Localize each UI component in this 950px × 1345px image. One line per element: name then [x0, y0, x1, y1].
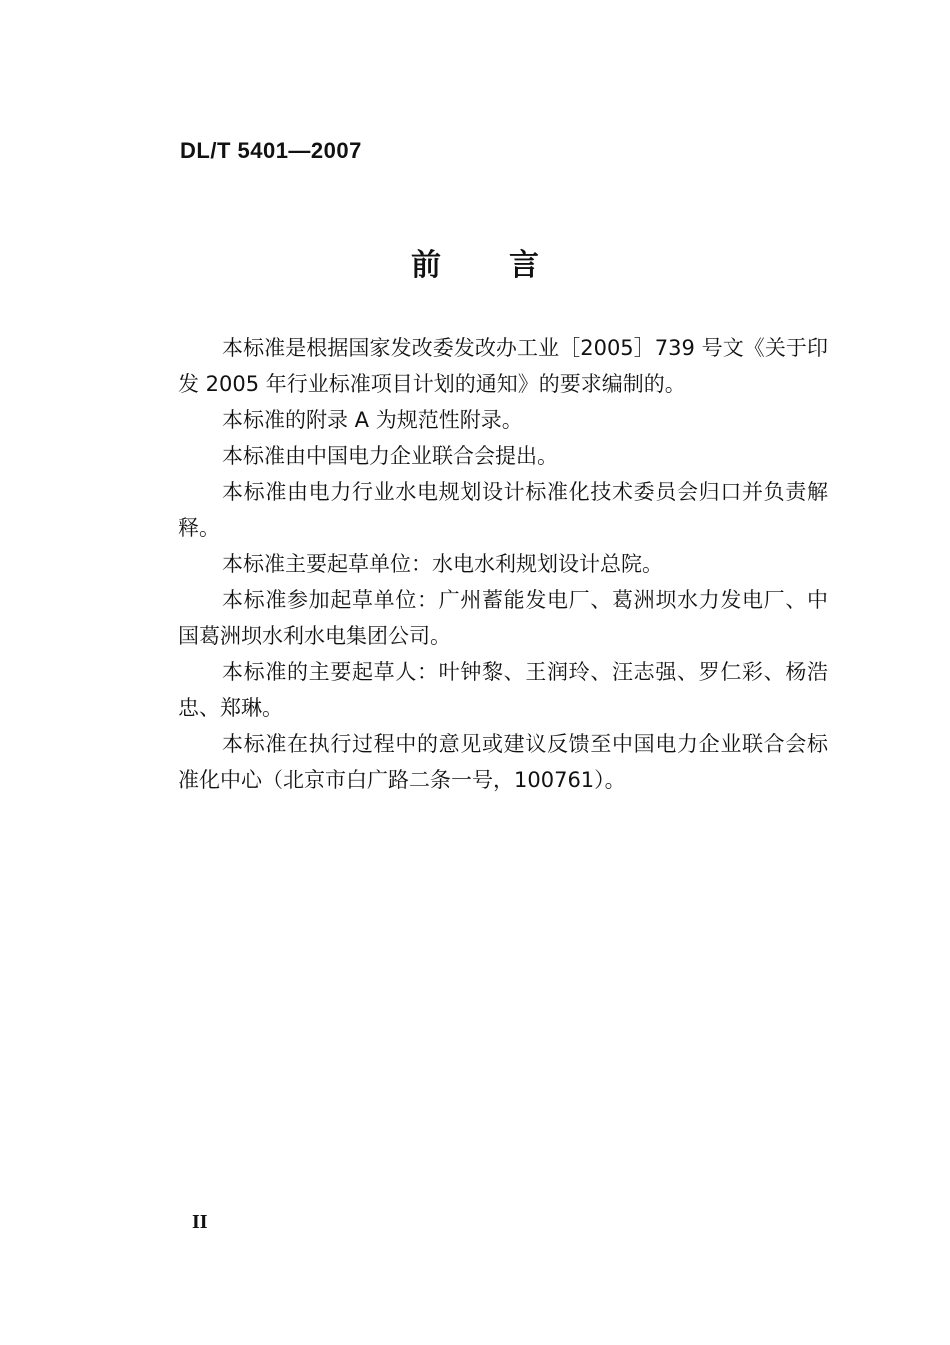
paragraph-responsible-committee: 本标准由电力行业水电规划设计标准化技术委员会归口并负责解释。	[178, 480, 828, 540]
paragraph-main-authors: 本标准的主要起草人：叶钟黎、王润玲、汪志强、罗仁彩、杨浩忠、郑琳。	[178, 660, 828, 720]
paragraph-main-drafter: 本标准主要起草单位：水电水利规划设计总院。	[222, 552, 663, 576]
page-number: II	[192, 1211, 208, 1233]
paragraph-basis: 本标准是根据国家发改委发改办工业［2005］739 号文《关于印发 2005 年行业标准项目计划的通知》的要求编制的。	[178, 336, 828, 396]
foreword-body	[178, 330, 828, 798]
paragraph-appendix: 本标准的附录 A 为规范性附录。	[222, 408, 523, 432]
paragraph-proposer: 本标准由中国电力企业联合会提出。	[222, 444, 558, 468]
paragraph-participating-drafters: 本标准参加起草单位：广州蓄能发电厂、葛洲坝水力发电厂、中国葛洲坝水利水电集团公司。	[178, 588, 828, 648]
standard-code: DL/T 5401—2007	[180, 138, 362, 163]
title-char-2: 言	[509, 248, 539, 283]
title-char-1: 前	[411, 248, 441, 283]
paragraph-feedback: 本标准在执行过程中的意见或建议反馈至中国电力企业联合会标准化中心（北京市白广路二条一号，100761）。	[178, 732, 828, 792]
page-title	[0, 240, 950, 284]
